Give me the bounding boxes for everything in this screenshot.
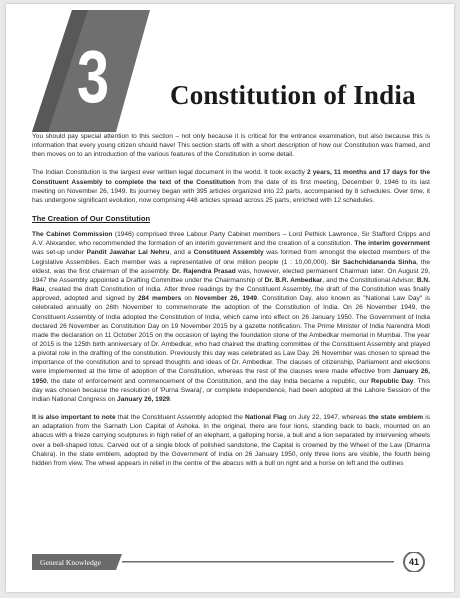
- chapter-content: [32, 132, 430, 468]
- bold-run: National Flag: [244, 414, 287, 422]
- text-run: , the date of enforcement and commencement of the Constitution, and the day India became a republic, our: [46, 377, 372, 385]
- page-footer: [32, 552, 430, 572]
- chapter-number: 3: [76, 35, 110, 118]
- text-run: (1946) comprised three Labour Party Cabinet members – Lord Pethick Lawrence, Sir Stafford Cripps and A.V. Alexander, who recommended the formation of an interim government and the creation of a constitution.: [32, 231, 430, 248]
- bold-run: The Cabinet Commission: [32, 231, 113, 239]
- text-run: , the eldest, was the first chairman of the assembly.: [32, 258, 430, 275]
- emblem-paragraph: [32, 413, 430, 468]
- bold-run: January 26, 1950: [32, 368, 430, 385]
- bold-run: the state emblem: [368, 414, 424, 422]
- bold-run: Republic Day: [371, 377, 414, 385]
- text-run: , and a: [169, 249, 194, 257]
- section-heading: The Creation of Our Constitution: [32, 214, 151, 224]
- bold-run: January 26, 1929: [117, 395, 170, 403]
- text-run: .: [169, 395, 172, 403]
- text-run: from the date of its first meeting, December 9, 1946 to its last meeting on November 26, 1949. Its journey began with 395 articles organized into 22 parts, accompanied by 8 schedules. Over time, it has undergone significant evolution, now comprising 448 articles spread across 25 parts, enriched with 12 schedules.: [32, 178, 430, 204]
- page-number: 41: [408, 557, 419, 567]
- bold-run: Dr. B.R. Ambedkar: [264, 276, 323, 284]
- bold-run: Sir Sachchidananda Sinha: [331, 258, 417, 266]
- bold-run: The interim government: [354, 240, 430, 248]
- overview-paragraph: [32, 168, 430, 205]
- text-run: , created the draft Constitution of India. After three readings by the Constituent Assembly, the draft of the Constitution was finally approved, adopted and signed by: [32, 286, 430, 303]
- bold-run: Dr. Rajendra Prasad: [172, 267, 236, 275]
- bold-run: 2 years, 11 months and 17 days for the Constituent Assembly to complete the text of the Constitution: [32, 169, 431, 186]
- text-run: , and the Constitutional Advisor,: [322, 276, 417, 284]
- text-run: is an adaptation from the Sarnath Lion Capital of Ashoka. In the original, there are four lions, standing back to back, mounted on an abacus with a frieze carrying sculptures in high relief of an elephant, a galloping horse, a bull and a lion separated by intervening wheels over a bell-shaped lotus. Carved out of a single block of polished sandstone, the Capital is crowned by the Wheel of the Law (Dharma Chakra). In the state emblem, adopted by the Government of India on 26 January 1950, only three lions are visible, the fourth being hidden from view. The wheel appears in relief in the centre of the abacus with a bull on right and a horse on left and the outlines: [32, 414, 430, 467]
- text-run: . Constitution Day, also known as "National Law Day" is celebrated annually on 26th November to commemorate the adoption of the Constitution of India. On 26 November 1949, the Constituent Assembly of India adopted the Constitution of India, which came into effect on 26 January 1950. The Government of India declared 26 November as Constitution Day on 19 November 2015 by a gazette notification. The Prime Minister of India Narendra Modi made the declaration on 11 October 2015 on the occasion of laying the foundation stone of the Ambedkar memorial in Mumbai. The year of 2015 is the 125th birth anniversary of Dr. Ambedkar, who had chaired the drafting committee of the Constituent Assembly and played a pivotal role in the drafting of the constitution. Previously this day was celebrated as Law Day. 26 November was chosen to spread the importance of the constitution and to spread thoughts and ideas of Dr. Ambedkar. The clauses of citizenship, Parliament and elections were implemented at the time of adoption of the Constitution, whereas the rest of the clauses were made effective from: [32, 295, 431, 376]
- text-run: was formed from amongst the elected members of the Legislative Assemblies. Each member was a representative of one million people (1 : 10,00,000).: [32, 249, 430, 266]
- bold-run: 284 members: [137, 295, 182, 303]
- intro-paragraph: You should pay special attention to this section – not only because it is critical for the entrance examination, but also because this is information that every young citizen should have! This section starts off with a short description of how our Constitution was framed, and then moves on to an introduction of the various features of the Constitution in some detail.: [32, 133, 430, 159]
- text-run: that the Constituent Assembly adopted the: [115, 414, 245, 422]
- text-run: . This day was chosen because the resolution of 'Purna Swaraj', or complete independence, had been adopted at the Lahore Session of the Indian National Congress on: [32, 377, 430, 403]
- text-run: was, however, elected permanent Chairman later. On August 29, 1947 the Assembly appointed a Drafting Committee under the Chairmanship of: [32, 267, 431, 284]
- bold-run: Constituent Assembly: [193, 249, 264, 257]
- creation-paragraph: [32, 230, 430, 404]
- text-run: The Indian Constitution is the largest ever written legal document in the world. It took exactly: [32, 169, 307, 177]
- footer-label: General Knowledge: [40, 558, 101, 567]
- bold-run: B.N. Rau: [32, 276, 431, 294]
- page: [6, 4, 454, 592]
- text-run: on July 22, 1947, whereas: [286, 414, 369, 422]
- bold-run: Pandit Jawahar Lal Nehru: [86, 249, 170, 257]
- chapter-badge: [32, 10, 150, 132]
- bold-run: It is also important to note: [32, 414, 116, 422]
- bold-run: November 26, 1949: [194, 295, 258, 303]
- chapter-title: Constitution of India: [170, 80, 416, 110]
- text-run: was set-up under: [32, 249, 87, 257]
- text-run: on: [181, 295, 195, 303]
